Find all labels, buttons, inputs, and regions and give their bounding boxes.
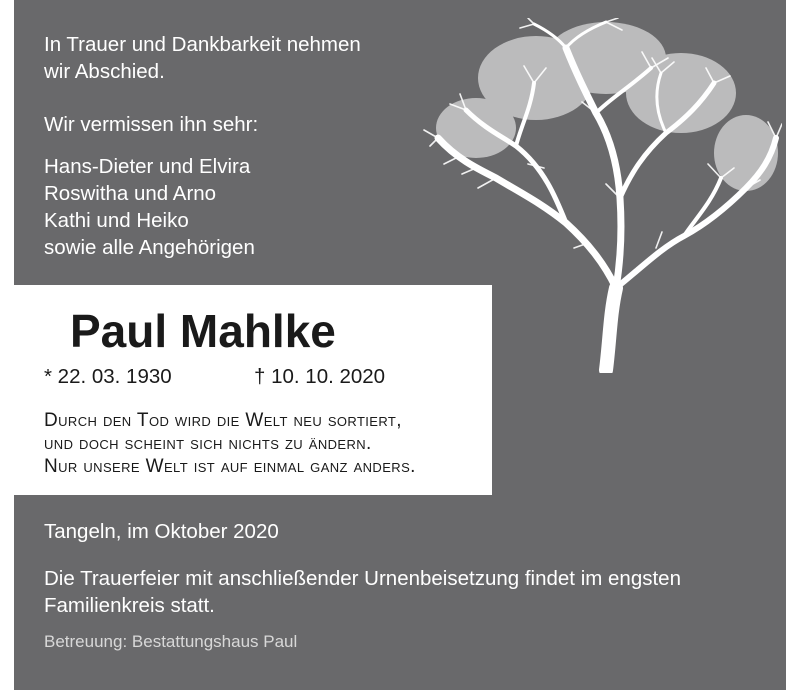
family-member: sowie alle Angehörigen <box>44 236 255 259</box>
family-list <box>44 153 255 261</box>
ceremony-text <box>44 565 681 619</box>
death-date: † 10. 10. 2020 <box>254 365 386 388</box>
family-member: Hans-Dieter und Elvira <box>44 155 251 178</box>
funeral-home-credit: Betreuung: Bestattungshaus Paul <box>44 632 298 651</box>
obituary-notice <box>14 0 786 690</box>
name-box <box>14 285 492 495</box>
quote-line: Nur unsere Welt ist auf einmal ganz anders. <box>44 456 416 477</box>
family-member: Kathi und Heiko <box>44 209 189 232</box>
deceased-name: Paul Mahlke <box>70 305 336 357</box>
intro-text <box>44 31 361 85</box>
birth-date: * 22. 03. 1930 <box>44 365 172 388</box>
intro-line: In Trauer und Dankbarkeit nehmen <box>44 33 361 56</box>
miss-heading: Wir vermissen ihn sehr: <box>44 113 259 136</box>
place-date: Tangeln, im Oktober 2020 <box>44 520 279 543</box>
quote-line: und doch scheint sich nichts zu ändern. <box>44 433 372 454</box>
family-member: Roswitha und Arno <box>44 182 217 205</box>
intro-line: wir Abschied. <box>44 60 165 83</box>
ceremony-line: Die Trauerfeier mit anschließender Urnenbeisetzung findet im engsten <box>44 567 681 590</box>
memorial-quote <box>44 409 416 478</box>
quote-line: Durch den Tod wird die Welt neu sortiert, <box>44 410 402 431</box>
ceremony-line: Familienkreis statt. <box>44 594 215 617</box>
